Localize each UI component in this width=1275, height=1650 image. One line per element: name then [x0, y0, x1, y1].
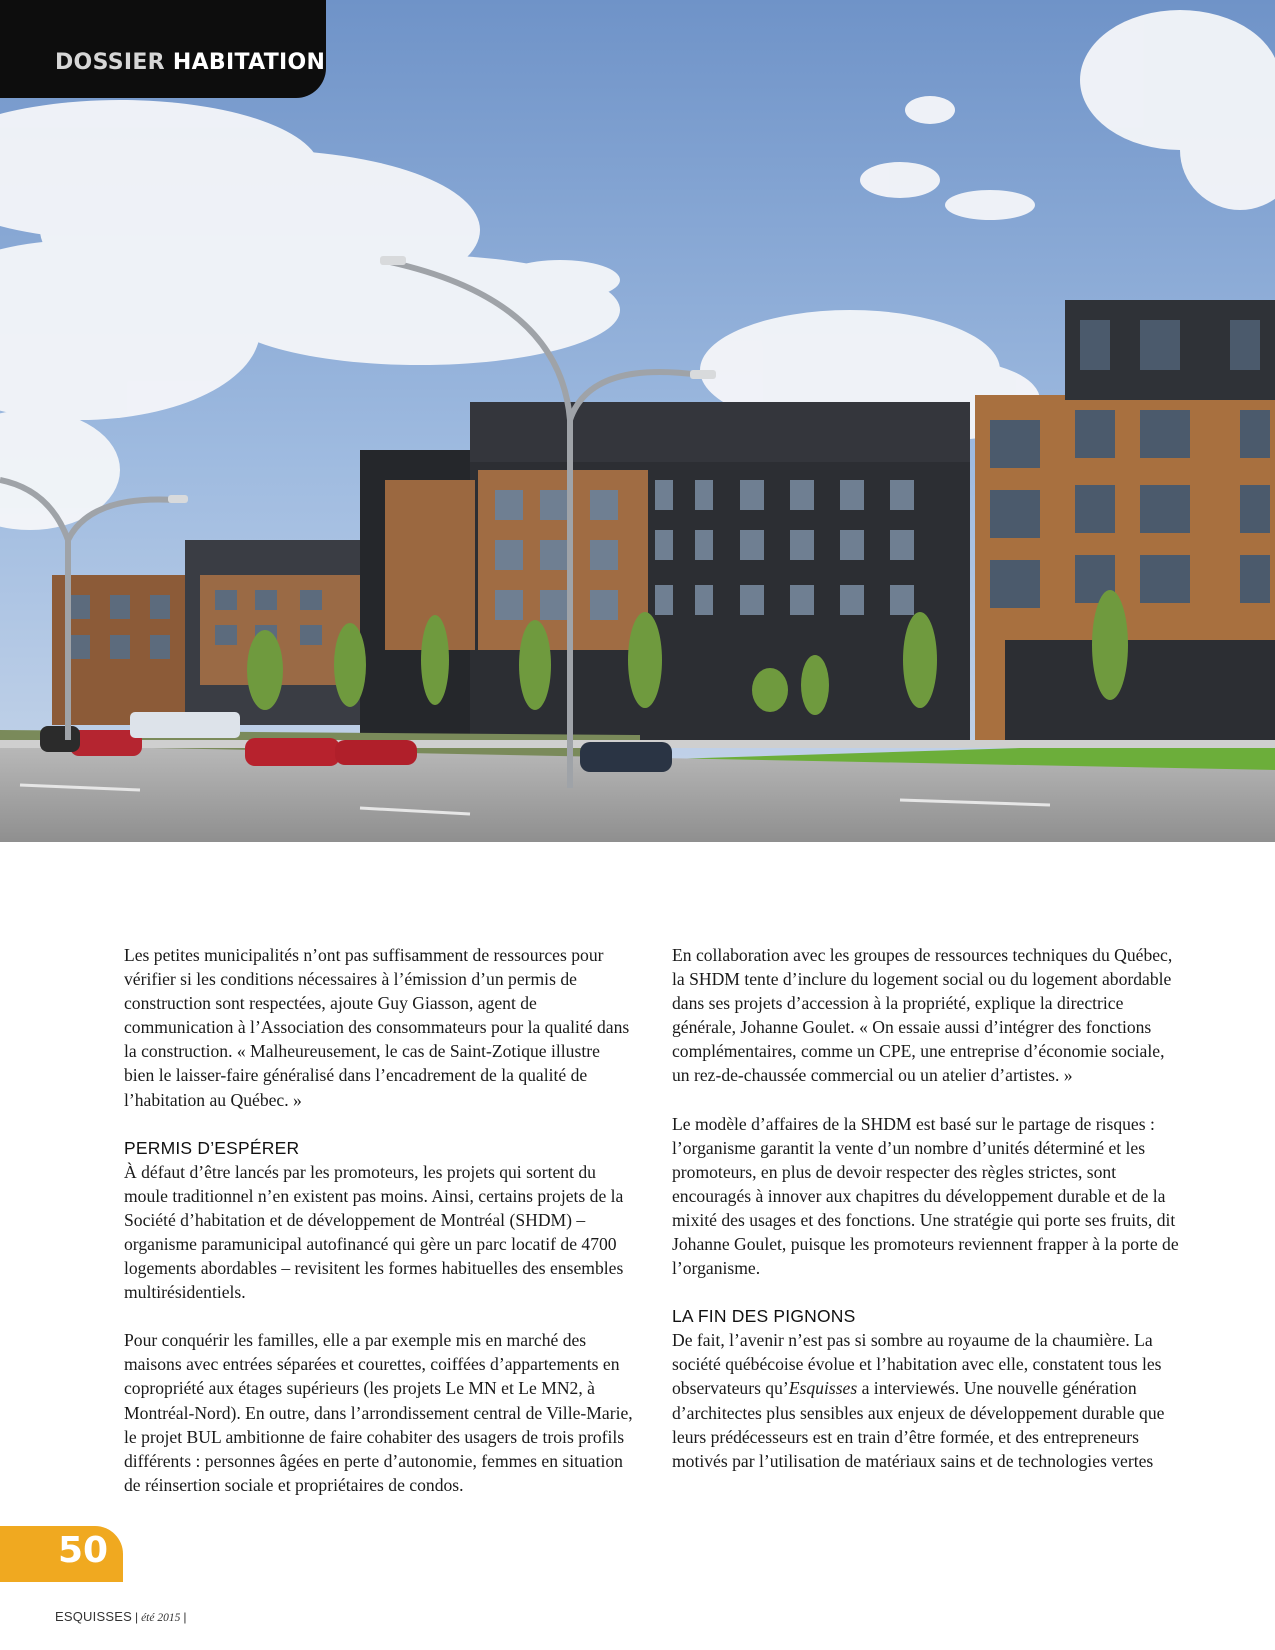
- page-number: 50: [58, 1530, 109, 1571]
- paragraph: Le modèle d’affaires de la SHDM est basé sur le partage de risques : l’organisme garantit la vente d’un nombre d’unités déterminé et les promoteurs, en plus de devoir respecter des règles strictes, sont encouragés à innover aux chapitres du développement durable et de la mixité des usages et des fonctions. Une stratégie qui porte ses fruits, dit Johanne Goulet, puisque les promoteurs reviennent frapper à la porte de l’organisme.: [672, 1113, 1179, 1279]
- text-run: De fait, l’avenir n’est pas si sombre au royaume de la chaumière. La société québécoise évolue et l’habitation avec elle, constatent tous les observateurs qu’: [672, 1330, 1162, 1399]
- paragraph: Pour conquérir les familles, elle a par exemple mis en marché des maisons avec entrées séparées et courettes, coiffées d’appartements en copropriété aux étages supérieurs (les projets Le MN et Le MN2, à Montréal-Nord). En outre, dans l’arrondissement central de Ville-Marie, le projet BUL ambitionne de faire cohabiter des usagers de trois profils différents : personnes âgées en perte d’autonomie, femmes en situation de réinsertion sociale et propriétaires de condos.: [124, 1330, 633, 1495]
- section-tab: [0, 0, 326, 98]
- paragraph: [672, 1328, 1182, 1473]
- footer-credit: [55, 1609, 189, 1625]
- section-title-word2: HABITATION: [172, 50, 326, 75]
- subheading: LA FIN DES PIGNONS: [672, 1306, 856, 1327]
- magazine-name-italic: Esquisses: [788, 1378, 858, 1399]
- right-column: [672, 943, 1182, 1497]
- section-title-word1: DOSSIER: [55, 50, 165, 75]
- separator: |: [183, 1610, 187, 1624]
- left-column: [124, 943, 634, 1521]
- magazine-name: ESQUISSES: [55, 1609, 132, 1624]
- section-title: [55, 50, 325, 75]
- subheading: PERMIS D’ESPÉRER: [124, 1137, 300, 1158]
- paragraph: En collaboration avec les groupes de ressources techniques du Québec, la SHDM tente d’inclure du logement social ou du logement abordable dans ses projets d’accession à la propriété, explique la directrice générale, Johanne Goulet. « On essaie aussi d’intégrer des fonctions complémentaires, comme un CPE, une entreprise d’économie sociale, un rez-de-chaussée commercial ou un atelier d’artistes. »: [672, 945, 1173, 1086]
- separator: |: [134, 1610, 139, 1624]
- page-number-tab: [0, 1526, 123, 1582]
- issue-date: été 2015: [141, 1612, 181, 1624]
- paragraph: Les petites municipalités n’ont pas suffisamment de ressources pour vérifier si les conditions nécessaires à l’émission d’un permis de construction sont respectées, ajoute Guy Giasson, agent de communication à l’Association des consommateurs pour la qualité dans la construction. « Malheureusement, le cas de Saint-Zotique illustre bien le laisser-faire généralisé dans l’encadrement de la qualité de l’habitation au Québec. »: [124, 945, 630, 1110]
- paragraph: À défaut d’être lancés par les promoteurs, les projets qui sortent du moule traditionnel n’en existent pas moins. Ainsi, certains projets de la Société d’habitation et de développement de Montréal (SHDM) – organisme paramunicipal autofinancé qui gère un parc locatif de 4700 logements abordables – revisitent les formes habituelles des ensembles multirésidentiels.: [124, 1161, 624, 1303]
- text-run: a interviewés. Une nouvelle génération d’architectes plus sensibles aux enjeux de développement durable que leurs prédécesseurs est en train d’être formée, et des entrepreneurs motivés par l’utilisation de matériaux sains et de technologies vertes: [672, 1378, 1165, 1471]
